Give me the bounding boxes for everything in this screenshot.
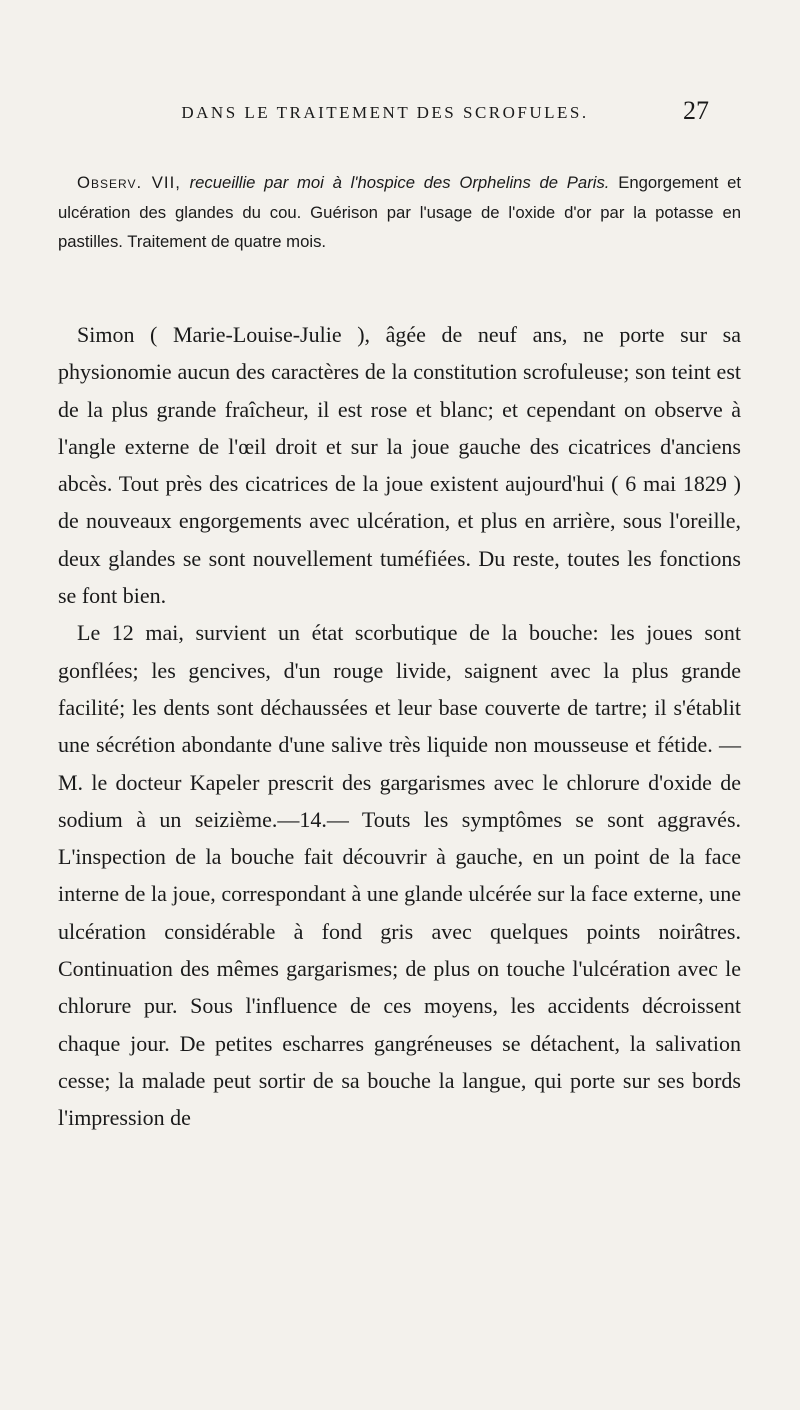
paragraph-2: Le 12 mai, survient un état scorbutique de la bouche: les joues sont gonflées; les gencives, d'un rouge livide, saignent avec la plus grande facilité; les dents sont déchaussées et leur base couverte de tartre; il s'établit une sécrétion abondante d'une salive très liquide non mousseuse et fétide. — M. le docteur Kapeler prescrit des gargarismes avec le chlorure d'oxide de sodium à un seizième.—14.— Touts les symptômes se sont aggravés. L'inspection de la bouche fait découvrir à gauche, en un point de la face interne de la joue, correspondant à une glande ulcérée sur la face externe, une ulcération considérable à fond gris avec quelques points noirâtres. Continuation des mêmes gargarismes; de plus on touche l'ulcération avec le chlorure pur. Sous l'influence de ces moyens, les accidents décroissent chaque jour. De petites escharres gangréneuses se détachent, la salivation cesse; la malade peut sortir de sa bouche la langue, qui porte sur ses bords l'impression de: [58, 620, 741, 1131]
page-number: 27: [683, 96, 709, 125]
observation-summary: Engorgement et ulcération des glandes du cou. Guérison par l'usage de l'oxide d'or par la potasse en pastilles. Traitement de quatre mois.: [58, 173, 742, 251]
observation-heading: [58, 168, 741, 257]
running-title: DANS LE TRAITEMENT DES SCROFULES.: [181, 103, 589, 122]
paragraph-1: Simon ( Marie-Louise-Julie ), âgée de neuf ans, ne porte sur sa physionomie aucun des caractères de la constitution scrofuleuse; son teint est de la plus grande fraîcheur, il est rose et blanc; et cependant on observe à l'angle externe de l'œil droit et sur la joue gauche des cicatrices d'anciens abcès. Tout près des cicatrices de la joue existent aujourd'hui ( 6 mai 1829 ) de nouveaux engorgements avec ulcération, et plus en arrière, sous l'oreille, deux glandes se sont nouvellement tuméfiées. Du reste, toutes les fonctions se font bien.: [58, 322, 741, 609]
observation-label: Observ. VII,: [77, 173, 181, 192]
body-text: [58, 316, 741, 1137]
observation-source: recueillie par moi à l'hospice des Orphelins de Paris.: [189, 173, 610, 192]
running-head: [0, 96, 800, 133]
